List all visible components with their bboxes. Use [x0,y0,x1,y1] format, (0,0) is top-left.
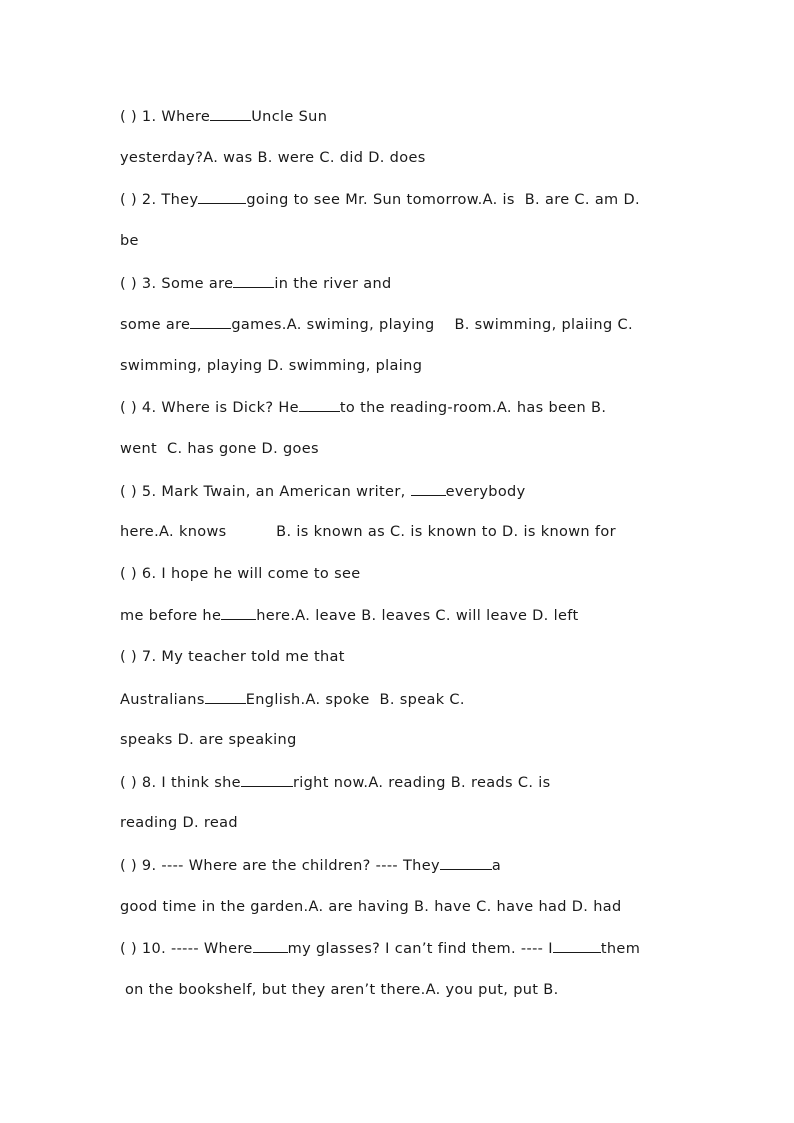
question-6-options: here.A. leave B. leaves C. will leave D. left [256,608,579,624]
question-5-options: here.A. knows B. is known as C. is known to D. is known for [120,524,616,540]
question-3-line-2 [120,313,633,335]
question-2-options: be [120,233,139,249]
question-6-line-2 [120,604,579,626]
answer-blank [205,688,246,704]
answer-blank [190,313,231,329]
question-5-stem-start: ( ) 5. Mark Twain, an American writer, [120,484,411,500]
question-3-stem-cont: some are [120,317,191,333]
question-4-stem-start: ( ) 4. Where is Dick? He [120,400,299,416]
question-1-options: yesterday?A. was B. were C. did D. does [120,150,426,166]
question-10-stem-end: them [600,941,641,957]
question-4-stem-end: to the reading-room.A. has been B. [339,400,607,416]
question-2-stem-start: ( ) 2. They [120,192,199,208]
question-6-line-1: ( ) 6. I hope he will come to see [120,566,361,582]
question-2-stem-end: going to see Mr. Sun tomorrow.A. is B. are C. am D. [246,192,640,208]
question-7-options: speaks D. are speaking [120,732,297,748]
question-3-stem-start: ( ) 3. Some are [120,276,234,292]
answer-blank [411,480,446,496]
question-4-line-1 [120,396,606,418]
question-7-line-2 [120,688,465,710]
question-10-options: on the bookshelf, but they aren’t there.A. you put, put B. [120,982,559,998]
question-8-stem-end: right now.A. reading B. reads C. is [292,775,551,791]
question-3-options: swimming, playing D. swimming, plaing [120,358,423,374]
answer-blank [198,188,246,204]
question-9-line-1 [120,854,501,876]
question-8-options: reading D. read [120,815,238,831]
question-10-line-1 [120,937,640,959]
answer-blank [253,937,288,953]
answer-blank [221,604,256,620]
question-8-line-1 [120,771,551,793]
question-1-line-1 [120,105,327,127]
question-10-stem-middle: my glasses? I can’t find them. ---- I [287,941,553,957]
question-3-options-start: games.A. swiming, playing B. swimming, plaiing C. [231,317,633,333]
question-7-options-start: English.A. spoke B. speak C. [245,692,465,708]
question-8-stem-start: ( ) 8. I think she [120,775,241,791]
question-9-stem-start: ( ) 9. ---- Where are the children? ---- They [120,858,440,874]
question-1-stem-start: ( ) 1. Where [120,109,211,125]
answer-blank [241,771,293,787]
answer-blank [440,854,492,870]
question-2-line-1 [120,188,640,210]
question-1-stem-end: Uncle Sun [251,109,328,125]
answer-blank [299,396,340,412]
question-3-line-1 [120,272,392,294]
question-3-stem-end: in the river and [274,276,392,292]
question-10-stem-start: ( ) 10. ----- Where [120,941,253,957]
question-4-options: went C. has gone D. goes [120,441,319,457]
question-7-stem-cont: Australians [120,692,205,708]
question-9-stem-end: a [491,858,502,874]
question-6-stem-cont: me before he [120,608,222,624]
answer-blank [210,105,251,121]
question-9-options: good time in the garden.A. are having B. have C. have had D. had [120,899,622,915]
answer-blank [233,272,274,288]
question-5-line-1 [120,480,526,502]
question-5-stem-end: everybody [445,484,526,500]
answer-blank [553,937,601,953]
question-7-line-1: ( ) 7. My teacher told me that [120,649,345,665]
